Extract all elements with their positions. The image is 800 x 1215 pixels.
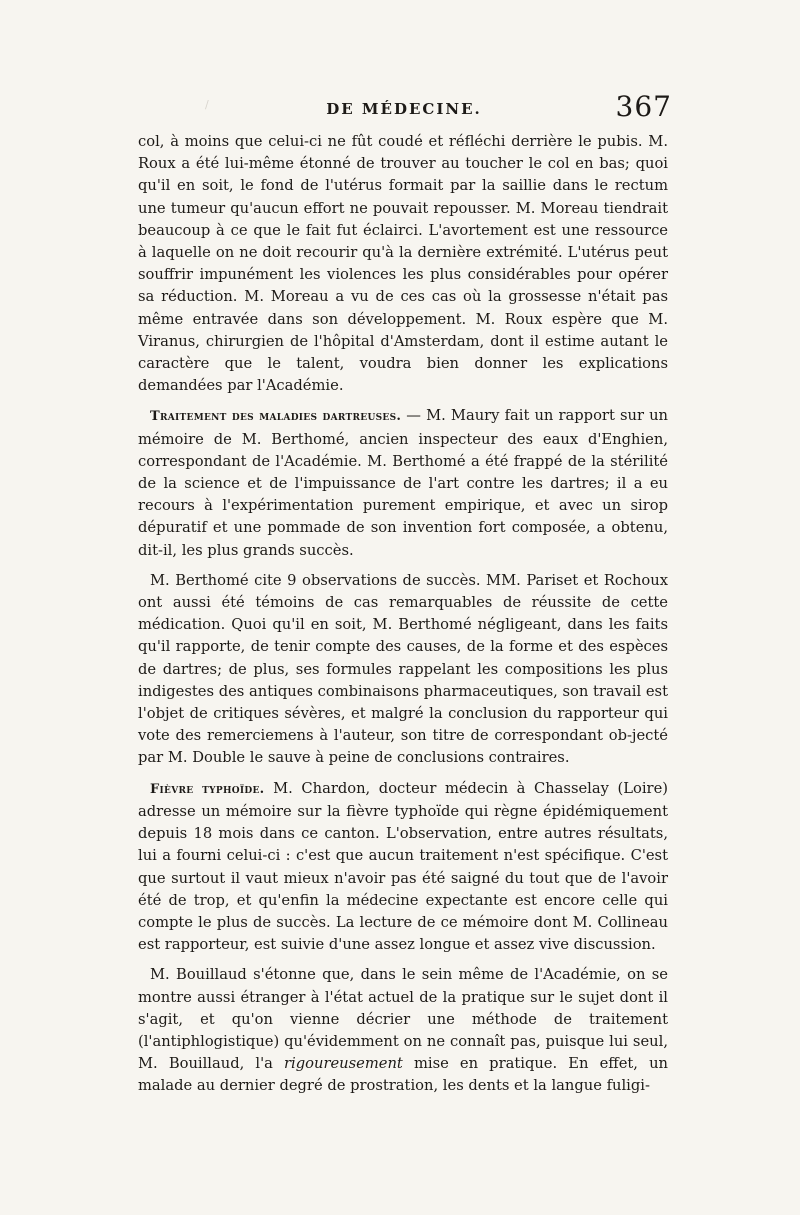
- paragraph-typhoid: [138, 778, 668, 957]
- paragraph-typhoid-text: M. Chardon, docteur médecin à Chasselay (Loire) adresse un mémoire sur la fièvre typhoïde qui règne épidémiquement depuis 18 mois dans ce canton. L'observation, entre autres résultats, lui a fourni celui-ci : c'est que aucun traitement n'est spécifique. C'est que surtout il vaut mieux n'avoir pas été saigné du tout que de l'avoir été de trop, et qu'enfin la médecine expectante est encore celle qui compte le plus de succès. La lecture de ce mémoire dont M. Collineau est rapporteur, est suivie d'une assez longue et assez vive discussion.: [138, 779, 668, 954]
- paragraph-continuation: col, à moins que celui-ci ne fût coudé et réfléchi derrière le pubis. M. Roux a été lui-même étonné de trouver au toucher le col en bas; quoi qu'il en soit, le fond de l'utérus formait par la saillie dans le rectum une tumeur qu'aucun effort ne pouvait repousser. M. Moreau tiendrait beaucoup à ce que le fait fut éclairci. L'avortement est une ressource à laquelle on ne doit recourir qu'à la dernière extrémité. L'utérus peut souffrir impunément les violences les plus considérables pour opérer sa réduction. M. Moreau a vu de ces cas où la grossesse n'était pas même entravée dans son développement. M. Roux espère que M. Viranus, chirurgien de l'hôpital d'Amsterdam, dont il estime autant le caractère que le talent, voudra bien donner les explications demandées par l'Académie.: [138, 133, 668, 395]
- section-heading-typhoid: Fièvre typhoïde.: [150, 781, 265, 797]
- paragraph-bouillaud-text-pre: M. Bouillaud s'étonne que, dans le sein même de l'Académie, on se montre aussi étranger à l'état actuel de la pratique sur le sujet dont il s'agit, et qu'on vienne décrier une méthode de traitement (l'antiphlogistique) qu'évidemment on ne connaît pas, puisque lui seul, M. Bouillaud, l'a: [138, 966, 668, 1073]
- body-text: [138, 131, 668, 1098]
- paragraph-bouillaud: [138, 964, 668, 1097]
- paragraph-berthome-observations: M. Berthomé cite 9 observations de succès. MM. Pariset et Rochoux ont aussi été témoins de cas remarquables de réussite de cette médication. Quoi qu'il en soit, M. Berthomé négligeant, dans les faits qu'il rapporte, de tenir compte des causes, de la forme et des espèces de dartres; de plus, ses formules rappelant les compositions les plus indigestes des antiques combinaisons pharmaceutiques, son travail est l'objet de critiques sévères, et malgré la conclusion du rapporteur qui vote des remerciemens à l'auteur, son titre de correspondant ob-jecté par M. Double le sauve à peine de conclusions contraires.: [138, 571, 668, 767]
- faint-mark: /: [205, 98, 209, 111]
- section-heading-dartres: Traitement des maladies dartreuses.: [150, 409, 402, 425]
- page-number: 367: [615, 90, 672, 123]
- paragraph-bouillaud-italic: rigoureusement: [284, 1055, 403, 1073]
- paragraph-dartres-text: — M. Maury fait un rapport sur un mémoire de M. Berthomé, ancien inspecteur des eaux d'Enghien, correspondant de l'Académie. M. Berthomé a été frappé de la stérilité de la science et de l'impuissance de l'art contre les dartres; il a eu recours à l'expérimentation purement empirique, et avec un sirop dépuratif et une pommade de son invention fort composée, a obtenu, dit-il, les plus grands succès.: [138, 407, 668, 559]
- paragraph-dartres: [138, 405, 668, 561]
- running-title: DE MÉDECINE.: [326, 100, 482, 118]
- running-head: [140, 90, 672, 126]
- paragraph-bouillaud-text-post: mise en pratique. En effet, un malade au dernier degré de prostration, les dents et la langue fuligi-: [138, 1055, 668, 1095]
